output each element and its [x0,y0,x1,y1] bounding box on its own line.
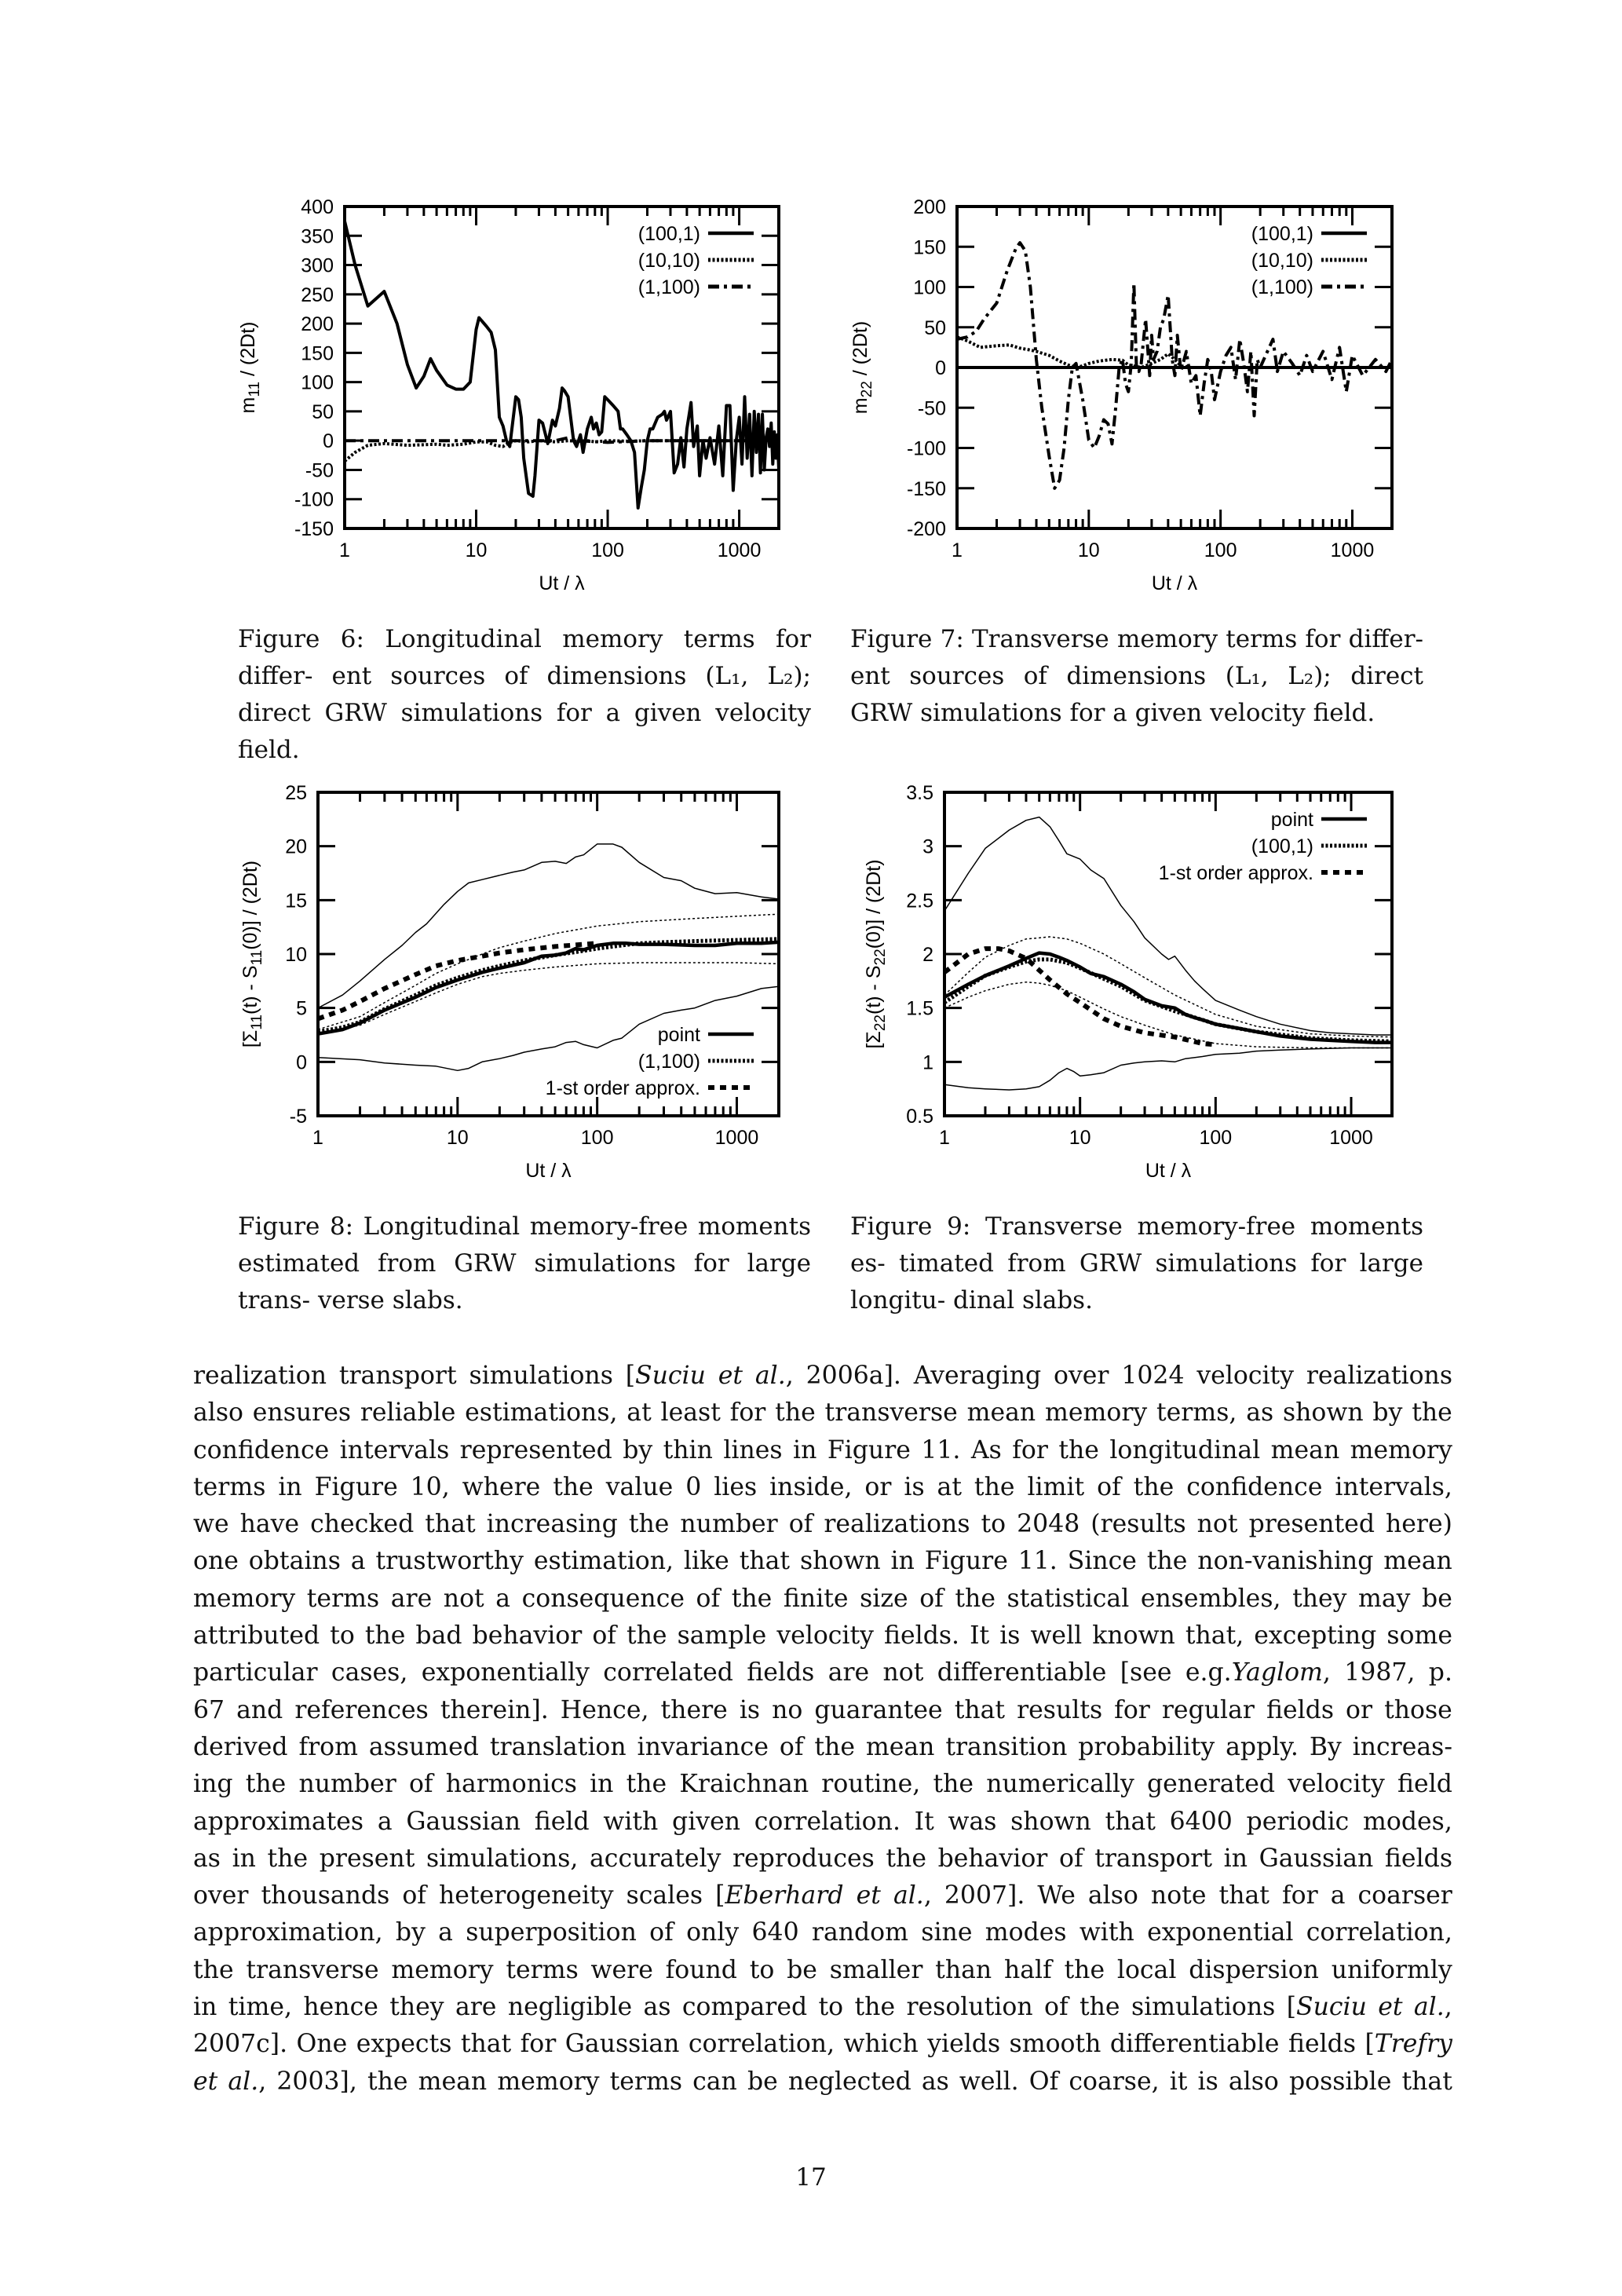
y-tick-label: 0.5 [906,1106,933,1128]
x-tick-label: 100 [591,539,624,561]
body-line: attributed to the bad behavior of the sample velocity fields. It is well known that, excepting some [193,1621,1452,1651]
y-tick-label: 350 [301,225,334,248]
figure-8-caption-label: Figure 8: [238,1212,354,1241]
x-tick-label: 100 [1199,1127,1233,1149]
legend-label: (1,100) [637,276,700,298]
body-paragraph [193,1358,1452,2100]
y-tick-label: 200 [913,196,946,218]
x-tick-label: 10 [1077,539,1100,561]
x-tick-label: 1 [312,1127,323,1149]
page-number: 17 [795,2163,827,2192]
figure-6-caption-text: Longitudinal memory terms for differ- ent sources of dimensions (L₁, L₂); direct GRW simulations for a given velocity field. [238,625,812,764]
body-line: ing the number of harmonics in the Kraichnan routine, the numerically generated velocity field [193,1770,1452,1799]
legend-label: (10,10) [1251,250,1313,272]
y-axis-label: $[\Sigma_{11}(t) - S_{11}(0)] / (2Dt)$ [239,860,265,1048]
y-tick-label: -50 [305,459,334,482]
y-tick-label: 0 [323,430,334,453]
y-tick-label: 50 [924,316,946,339]
legend [1159,809,1367,884]
legend-label: (1,100) [637,1051,700,1073]
y-axis-label: $m_{22} / (2Dt)$ [849,320,875,415]
y-axis-label: $[\Sigma_{22}(t) - S_{22}(0)] / (2Dt)$ [863,859,889,1049]
body-line: we have checked that increasing the number of realizations to 2048 (results not presented here) [193,1510,1452,1539]
y-tick-label: 2.5 [906,890,933,912]
figure-8-caption-text: Longitudinal memory-free moments estimated from GRW simulations for large trans- verse slabs. [238,1212,812,1314]
body-line: particular cases, exponentially correlated fields are not differentiable [see e.g.Yaglom, 1987, p. [193,1658,1452,1687]
x-tick-label: 1000 [1329,1127,1373,1149]
x-axis-label: Ut / λ [539,572,585,594]
y-tick-label: -150 [906,477,946,500]
body-line: confidence intervals represented by thin lines in Figure 11. As for the longitudinal mean memory [193,1435,1452,1464]
y-tick-label: -100 [906,437,946,460]
body-line: as in the present simulations, accurately reproduces the behavior of transport in Gaussian fields [193,1844,1452,1873]
y-tick-label: -200 [906,518,946,540]
y-tick-label: 0 [296,1051,307,1074]
y-tick-label: 1.5 [906,997,933,1020]
y-tick-label: -100 [294,488,334,511]
figure-7-caption-text: Transverse memory terms for differ- ent sources of dimensions (L₁, L₂); direct GRW simulations for a given velocity field. [850,625,1424,727]
body-line: in time, hence they are negligible as compared to the resolution of the simulations [Suciu et al., [193,1993,1452,2022]
x-tick-label: 1 [939,1127,950,1149]
body-line: approximates a Gaussian field with given correlation. It was shown that 6400 periodic modes, [193,1807,1452,1836]
y-tick-label: 50 [312,400,334,423]
body-line: approximation, by a superposition of only 640 random sine modes with exponential correlation, [193,1918,1452,1947]
y-tick-label: -5 [289,1106,307,1128]
x-tick-label: 100 [580,1127,614,1149]
legend-label: (1,100) [1251,276,1313,298]
body-line: terms in Figure 10, where the value 0 lies inside, or is at the limit of the confidence intervals, [193,1472,1452,1501]
figure-6-caption-label: Figure 6: [238,625,364,653]
series-line [944,817,1392,1035]
figure-9-caption [850,1208,1423,1319]
series-line [944,1048,1392,1091]
y-tick-label: 3.5 [906,782,933,804]
x-tick-label: 1000 [717,539,762,561]
y-tick-label: -150 [294,518,334,540]
plot-area [944,817,1392,1090]
figure-8-caption [238,1208,811,1319]
series-line [944,982,1392,1048]
legend-label: (100,1) [1251,223,1313,245]
y-tick-label: 150 [913,236,946,259]
figure-7-caption-label: Figure 7: [850,625,964,653]
y-tick-label: 25 [285,782,307,804]
x-tick-label: 10 [465,539,488,561]
x-tick-label: 1000 [714,1127,759,1149]
y-tick-label: 10 [285,944,307,966]
legend-label: (10,10) [637,250,700,272]
legend-label: (100,1) [637,223,700,245]
y-tick-label: 20 [285,835,307,858]
y-tick-label: 15 [285,890,307,912]
y-tick-label: 400 [301,196,334,218]
body-line: over thousands of heterogeneity scales [Eberhard et al., 2007]. We also note that for a coarser [193,1881,1452,1910]
y-tick-label: 150 [301,342,334,365]
body-line: one obtains a trustworthy estimation, like that shown in Figure 11. Since the non-vanishing mean [193,1547,1452,1576]
y-tick-label: 200 [301,313,334,336]
x-axis-label: Ut / λ [1145,1160,1192,1182]
body-line: the transverse memory terms were found to be smaller than half the local dispersion uniformly [193,1955,1452,1984]
series-line [944,960,1392,1041]
x-tick-label: 100 [1204,539,1237,561]
figure-9-caption-text: Transverse memory-free moments es- timated from GRW simulations for large longitu- dinal slabs. [850,1212,1423,1314]
body-line: realization transport simulations [Suciu et al., 2006a]. Averaging over 1024 velocity realizations [193,1362,1452,1390]
body-line: derived from assumed translation invariance of the mean transition probability apply. By increas- [193,1732,1452,1761]
y-tick-label: 0 [935,357,946,379]
figure-9-caption-label: Figure 9: [850,1212,971,1241]
legend-label: 1-st order approx. [545,1077,700,1099]
x-tick-label: 1 [952,539,963,561]
body-line: 2007c]. One expects that for Gaussian correlation, which yields smooth differentiable fields [Trefry [193,2030,1452,2059]
legend-label: point [657,1024,700,1046]
y-tick-label: 3 [922,835,933,858]
y-tick-label: 100 [913,276,946,299]
body-line: et al., 2003], the mean memory terms can be neglected as well. Of coarse, it is also possible that [193,2067,1452,2096]
x-axis-label: Ut / λ [525,1160,572,1182]
y-tick-label: 250 [301,283,334,306]
y-tick-label: 100 [301,371,334,394]
body-line: also ensures reliable estimations, at least for the transverse mean memory terms, as shown by the [193,1398,1452,1428]
body-line: 67 and references therein]. Hence, there is no guarantee that results for regular fields or those [193,1695,1452,1724]
legend-label: 1-st order approx. [1158,862,1313,884]
y-tick-label: 2 [922,944,933,966]
body-line: memory terms are not a consequence of the finite size of the statistical ensembles, they may be [193,1584,1452,1613]
x-axis-label: Ut / λ [1151,572,1198,594]
y-tick-label: 300 [301,254,334,277]
x-tick-label: 1000 [1330,539,1375,561]
x-tick-label: 1 [339,539,350,561]
y-tick-label: -50 [917,397,946,420]
legend-label: (100,1) [1251,835,1313,857]
x-tick-label: 10 [1069,1127,1091,1149]
series-line [944,953,1392,1043]
y-tick-label: 1 [922,1051,933,1074]
y-axis-label: $m_{11} / (2Dt)$ [237,321,263,414]
legend-label: point [1270,809,1313,831]
x-tick-label: 10 [446,1127,469,1149]
y-tick-label: 5 [296,997,307,1020]
